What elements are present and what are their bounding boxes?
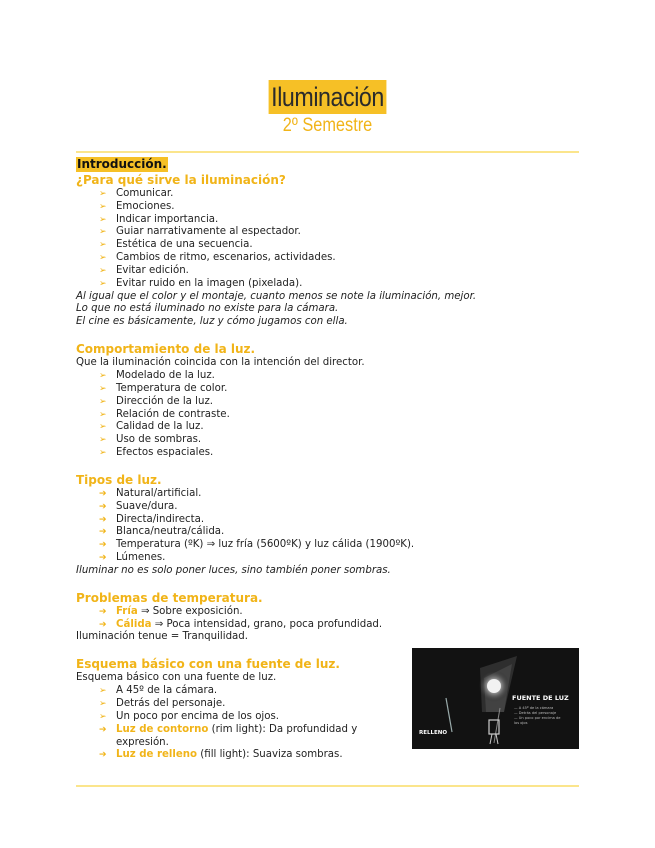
arrow-bullet-icon: ➔ xyxy=(99,750,107,761)
list-item: ➢ Uso de sombras. xyxy=(99,434,202,446)
arrowhead-bullet-icon: ➢ xyxy=(99,201,107,212)
intro-note: Al igual que el color y el montaje, cuanto menos se note la iluminación, mejor. xyxy=(76,290,477,302)
arrowhead-bullet-icon: ➢ xyxy=(99,435,107,446)
list-item: ➔ Luz de relleno (fill light): Suaviza sombras. xyxy=(99,749,343,761)
arrowhead-bullet-icon: ➢ xyxy=(99,686,107,697)
light-source-note: — Detrás del personaje xyxy=(514,711,557,715)
arrowhead-bullet-icon: ➢ xyxy=(99,240,107,251)
list-item: ➔ Blanca/neutra/cálida. xyxy=(99,526,225,538)
list-item: ➢ Dirección de la luz. xyxy=(99,395,214,407)
intro-list xyxy=(76,188,581,291)
intro-question: ¿Para qué sirve la iluminación? xyxy=(76,172,286,187)
intro-heading: Introducción. xyxy=(77,157,167,171)
scheme-lead: Esquema básico con una fuente de luz. xyxy=(76,672,277,684)
temperature-heading: Problemas de temperatura. xyxy=(76,590,263,605)
list-item: ➢ Evitar edición. xyxy=(99,264,189,276)
section-behavior xyxy=(76,342,581,460)
types-heading: Tipos de luz. xyxy=(76,472,162,487)
arrow-bullet-icon: ➔ xyxy=(99,527,107,538)
types-note: Iluminar no es solo poner luces, sino también poner sombras. xyxy=(76,564,391,576)
arrow-bullet-icon: ➔ xyxy=(99,488,107,499)
behavior-heading: Comportamiento de la luz. xyxy=(76,342,256,357)
arrow-bullet-icon: ➔ xyxy=(99,553,107,564)
arrowhead-bullet-icon: ➢ xyxy=(99,409,107,420)
list-item: ➢ Estética de una secuencia. xyxy=(99,239,253,251)
arrow-bullet-icon: ➔ xyxy=(99,540,107,551)
arrow-bullet-icon: ➔ xyxy=(99,724,107,735)
light-source-label: FUENTE DE LUZ xyxy=(512,694,569,702)
list-item: ➢ Modelado de la luz. xyxy=(99,369,215,381)
arrowhead-bullet-icon: ➢ xyxy=(99,422,107,433)
list-item: ➢ Guiar narrativamente al espectador. xyxy=(99,226,301,238)
list-item: ➢ Temperatura de color. xyxy=(99,382,228,394)
arrow-bullet-icon: ➔ xyxy=(99,606,107,617)
list-item: ➢ Emociones. xyxy=(99,200,175,212)
arrow-bullet-icon: ➔ xyxy=(99,619,107,630)
list-item: ➢ Comunicar. xyxy=(99,187,174,199)
arrowhead-bullet-icon: ➢ xyxy=(99,396,107,407)
temperature-footer: Iluminación tenue = Tranquilidad. xyxy=(76,631,249,643)
list-item: ➢ Evitar ruido en la imagen (pixelada). xyxy=(99,277,303,289)
list-item: ➢ Indicar importancia. xyxy=(99,213,219,225)
arrowhead-bullet-icon: ➢ xyxy=(99,699,107,709)
arrowhead-bullet-icon: ➢ xyxy=(99,227,107,238)
footer-divider xyxy=(76,785,579,787)
list-item: ➔ Luz de contorno (rim light): Da profundidad y expresión. xyxy=(99,723,358,748)
list-item: ➢ Cambios de ritmo, escenarios, actividades. xyxy=(99,252,336,264)
scheme-heading: Esquema básico con una fuente de luz. xyxy=(76,657,340,672)
types-list xyxy=(76,488,581,565)
light-source-note: los ojos xyxy=(514,721,528,725)
arrowhead-bullet-icon: ➢ xyxy=(99,278,107,289)
list-item: ➢ Un poco por encima de los ojos. xyxy=(99,710,280,722)
arrowhead-bullet-icon: ➢ xyxy=(99,448,107,459)
list-item: ➢ Efectos espaciales. xyxy=(99,447,214,459)
section-types xyxy=(76,473,581,578)
list-item: ➔ Fría ⇒ Sobre exposición. xyxy=(99,605,243,617)
section-intro xyxy=(76,157,581,329)
section-temperature xyxy=(76,591,581,645)
lighting-diagram-image xyxy=(412,648,579,749)
list-item: ➔ Temperatura (ºK) ⇒ luz fría (5600ºK) y luz cálida (1900ºK). xyxy=(99,539,415,551)
arrowhead-bullet-icon: ➢ xyxy=(99,253,107,264)
header-divider xyxy=(76,151,579,153)
list-item: ➔ Directa/indirecta. xyxy=(99,513,205,525)
behavior-list xyxy=(76,370,581,460)
light-source-note: — Un poco por encima de xyxy=(514,716,561,720)
document-header xyxy=(0,80,655,136)
scheme-list xyxy=(76,685,406,762)
intro-note: El cine es básicamente, luz y cómo jugamos con ella. xyxy=(76,316,348,328)
arrowhead-bullet-icon: ➢ xyxy=(99,265,107,276)
arrowhead-bullet-icon: ➢ xyxy=(99,370,107,381)
list-item: ➔ Natural/artificial. xyxy=(99,487,202,499)
list-item: ➢ A 45º de la cámara. xyxy=(99,685,218,697)
arrowhead-bullet-icon: ➢ xyxy=(99,188,107,199)
arrow-bullet-icon: ➔ xyxy=(99,514,107,525)
page-title: Iluminación xyxy=(269,80,387,114)
intro-note: Lo que no está iluminado no existe para la cámara. xyxy=(76,303,339,315)
arrowhead-bullet-icon: ➢ xyxy=(99,711,107,722)
section-scheme xyxy=(76,657,406,762)
arrowhead-bullet-icon: ➢ xyxy=(99,383,107,394)
light-source-notes xyxy=(514,706,578,726)
list-item: ➔ Cálida ⇒ Poca intensidad, grano, poca profundidad. xyxy=(99,618,383,630)
list-item: ➢ Relación de contraste. xyxy=(99,408,230,420)
list-item: ➔ Lúmenes. xyxy=(99,552,166,564)
light-source-note: — A 45º de la cámara xyxy=(514,706,554,710)
fill-light-label: RELLENO xyxy=(419,730,448,736)
temperature-list xyxy=(76,606,581,632)
behavior-lead: Que la iluminación coincida con la intención del director. xyxy=(76,357,365,369)
page-subtitle: 2º Semestre xyxy=(282,115,373,136)
list-item: ➢ Detrás del personaje. xyxy=(99,698,226,709)
arrow-bullet-icon: ➔ xyxy=(99,501,107,512)
list-item: ➔ Suave/dura. xyxy=(99,500,178,512)
list-item: ➢ Calidad de la luz. xyxy=(99,421,204,433)
arrowhead-bullet-icon: ➢ xyxy=(99,214,107,225)
